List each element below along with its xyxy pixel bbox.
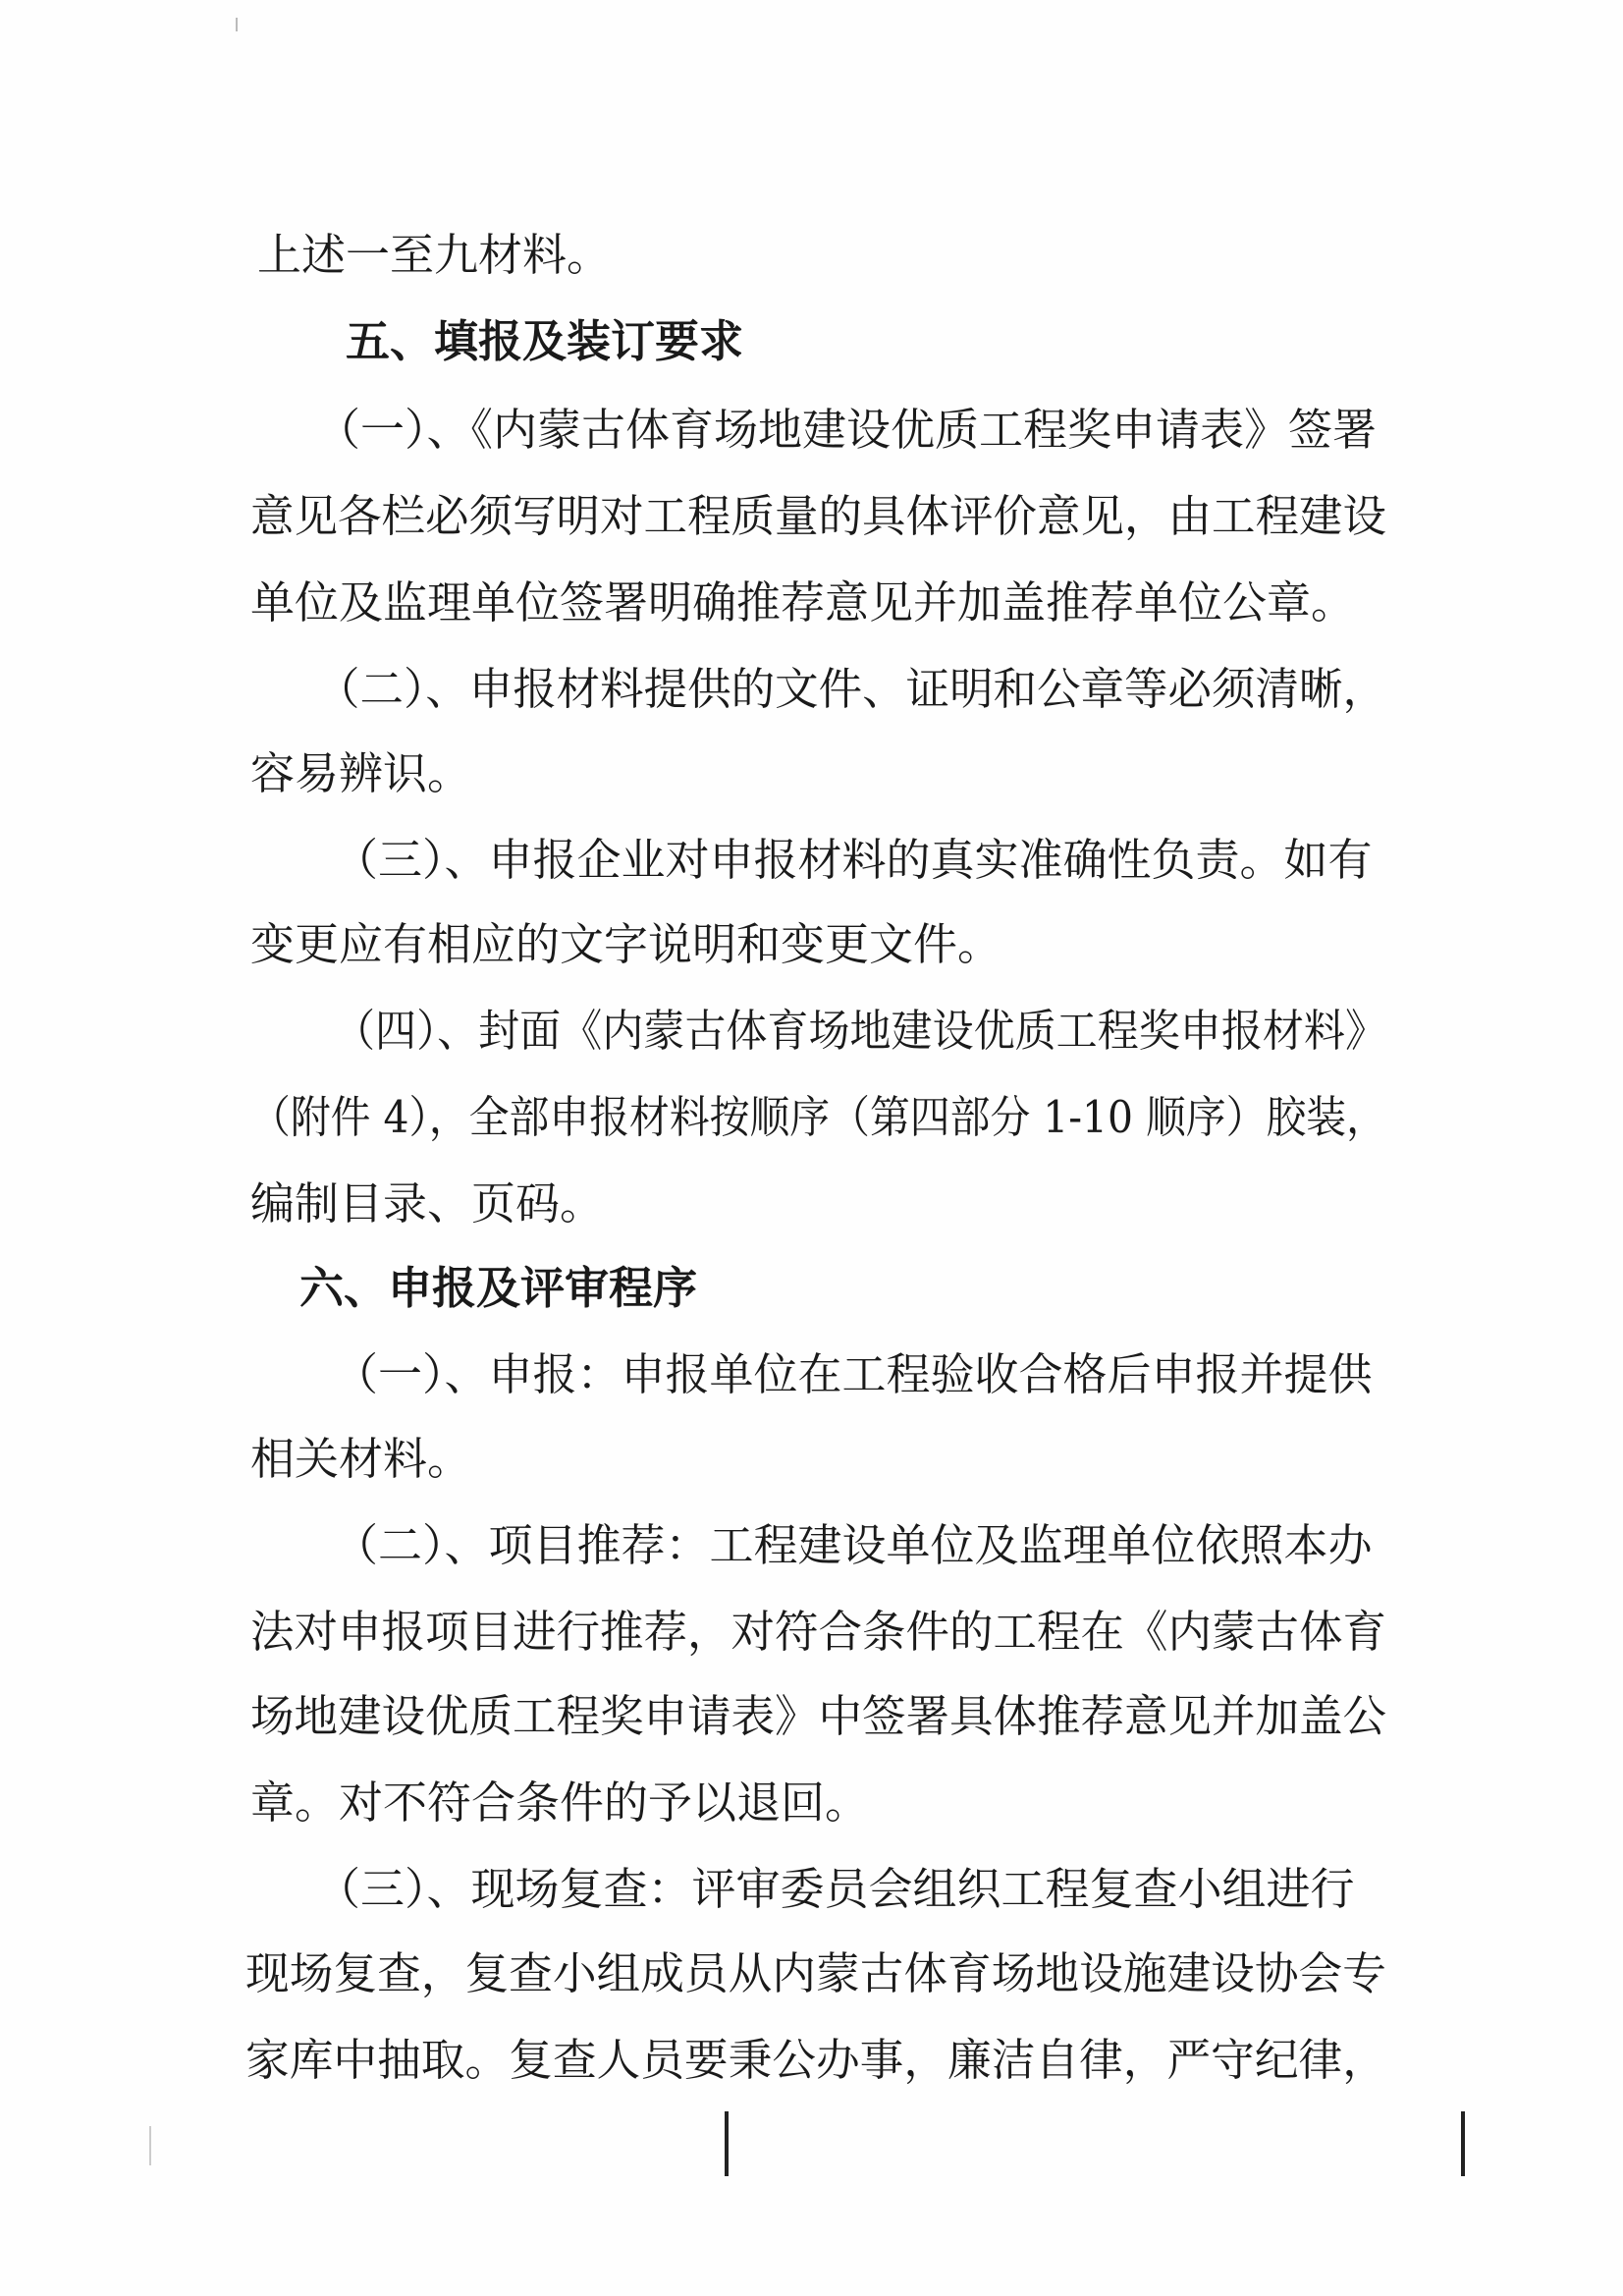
text-line — [0, 1516, 1623, 1575]
text-line — [0, 1345, 1623, 1404]
scan-artifact — [1461, 2111, 1465, 2176]
paragraph-line: （四）、封面《内蒙古体育场地建设优质工程奖申报材料》 — [334, 1005, 1387, 1057]
section-heading-line — [0, 312, 1623, 371]
text-line — [0, 487, 1623, 546]
paragraph-line: （三）、申报企业对申报材料的真实准确性负责。如有 — [334, 834, 1373, 886]
text-line — [0, 831, 1623, 890]
paragraph-line: （三）、现场复查：评审委员会组织工程复查小组进行 — [316, 1863, 1355, 1915]
text-line — [0, 660, 1623, 719]
text-line — [0, 1430, 1623, 1489]
paragraph-line: 容易辨识。 — [250, 747, 472, 799]
text-line — [0, 1687, 1623, 1746]
text-line — [0, 226, 1623, 285]
paragraph-line: （一）、《内蒙古体育场地建设优质工程奖申请表》签署 — [316, 404, 1378, 456]
paragraph-line: 场地建设优质工程奖申请表》中签署具体推荐意见并加盖公 — [250, 1690, 1387, 1742]
scan-artifact — [149, 2126, 151, 2165]
paragraph-line: 法对申报项目进行推荐，对符合条件的工程在《内蒙古体育 — [250, 1606, 1387, 1658]
section-heading: 五、填报及装订要求 — [346, 315, 744, 367]
paragraph-line: 家库中抽取。复查人员要秉公办事，廉洁自律，严守纪律， — [245, 2034, 1386, 2086]
text-line — [0, 2031, 1623, 2090]
text-line — [0, 1603, 1623, 1662]
section-heading: 六、申报及评审程序 — [299, 1262, 698, 1314]
text-line — [0, 1088, 1623, 1147]
scan-artifact — [725, 2111, 729, 2176]
text-line — [0, 1860, 1623, 1919]
text-line — [0, 1175, 1623, 1233]
paragraph-line: 上述一至九材料。 — [257, 229, 612, 281]
paragraph-line: 相关材料。 — [250, 1433, 472, 1485]
text-line — [0, 1002, 1623, 1061]
paragraph-line: 现场复查，复查小组成员从内蒙古体育场地设施建设协会专 — [245, 1947, 1386, 1999]
scan-artifact — [236, 18, 238, 31]
text-line — [0, 744, 1623, 803]
text-line — [0, 401, 1623, 460]
text-line — [0, 574, 1623, 632]
section-heading-line — [0, 1259, 1623, 1318]
paragraph-line: 变更应有相应的文字说明和变更文件。 — [250, 918, 1002, 970]
text-line — [0, 915, 1623, 974]
paragraph-line: 编制目录、页码。 — [250, 1177, 605, 1230]
paragraph-line: （一）、申报：申报单位在工程验收合格后申报并提供 — [334, 1348, 1373, 1400]
paragraph-line: 章。对不符合条件的予以退回。 — [250, 1777, 870, 1829]
paragraph-line: （二）、申报材料提供的文件、证明和公章等必须清晰， — [316, 663, 1386, 715]
paragraph-line: （二）、项目推荐：工程建设单位及监理单位依照本办 — [334, 1519, 1373, 1571]
text-line — [0, 1774, 1623, 1832]
paragraph-line: 单位及监理单位签署明确推荐意见并加盖推荐单位公章。 — [250, 576, 1356, 629]
text-line — [0, 1944, 1623, 2003]
paragraph-line: （附件 4），全部申报材料按顺序（第四部分 1-10 顺序）胶装， — [250, 1091, 1386, 1143]
paragraph-line: 意见各栏必须写明对工程质量的具体评价意见，由工程建设 — [250, 490, 1387, 542]
